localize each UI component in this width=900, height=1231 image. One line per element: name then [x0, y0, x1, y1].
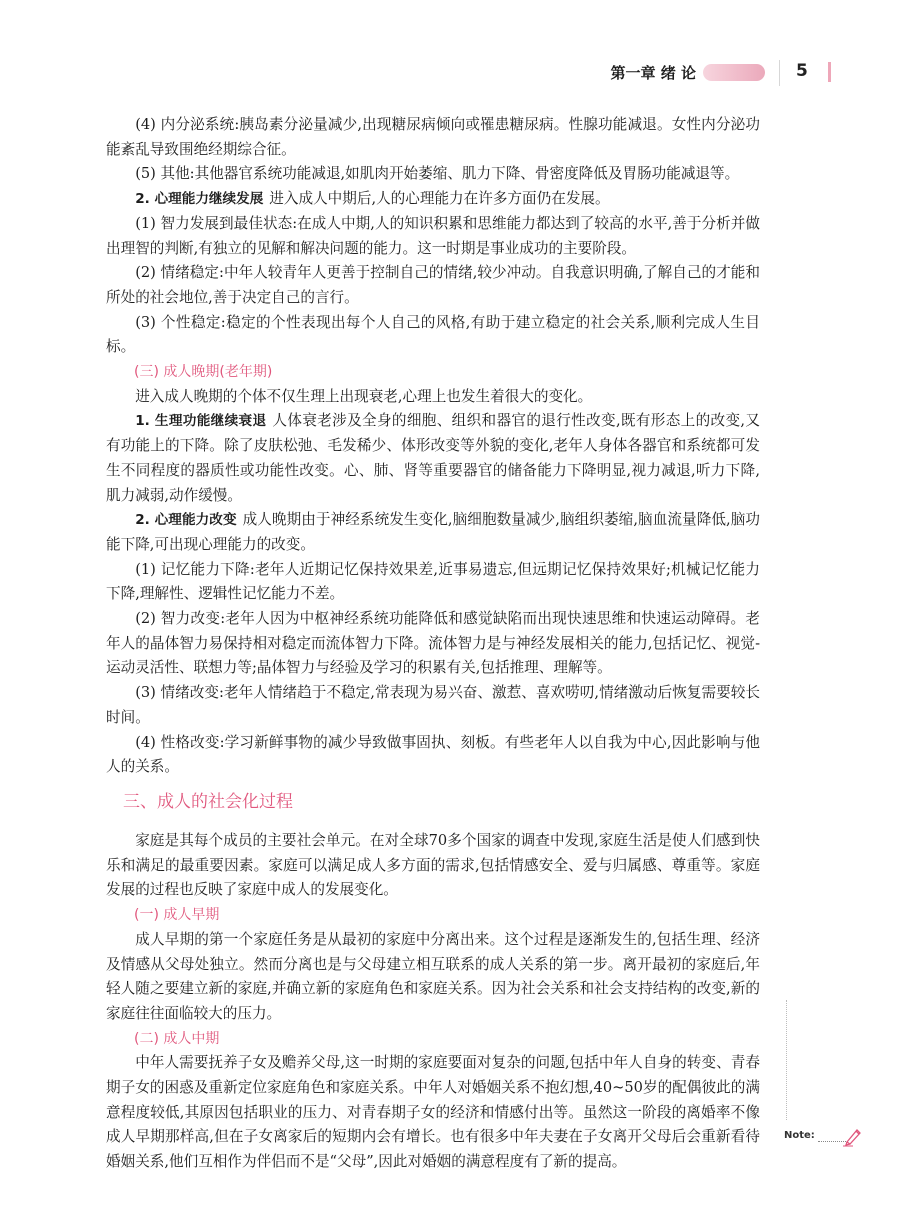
note-area — [782, 1125, 864, 1151]
paragraph-text: 成人晚期由于神经系统发生变化,脑细胞数量减少,脑组织萎缩,脑血流量降低,脑功能下降,可出现心理能力的改变。 — [106, 511, 760, 553]
bold-lead-heading: 2. 心理能力改变 — [135, 512, 237, 529]
paragraph: 进入成人晚期的个体不仅生理上出现衰老,心理上也发生着很大的变化。 — [135, 387, 593, 405]
margin-dotted-line — [786, 1000, 787, 1120]
header-decoration-bar — [703, 64, 765, 81]
header-edge-mark — [828, 62, 831, 82]
paragraph — [106, 508, 760, 557]
paragraph: (5) 其他:其他器官系统功能减退,如肌肉开始萎缩、肌力下降、骨密度降低及胃肠功能减退等。 — [135, 165, 740, 183]
header-divider — [779, 60, 780, 86]
paragraph: 家庭是其每个成员的主要社会单元。在对全球70多个国家的调查中发现,家庭生活是使人们感到快乐和满足的最重要因素。家庭可以满足成人多方面的需求,包括情感安全、爱与归属感、尊重等。家庭发展的过程也反映了家庭中成人的发展变化。 — [106, 831, 760, 899]
paragraph: (4) 性格改变:学习新鲜事物的减少导致做事固执、刻板。有些老年人以自我为中心,因此影响与他人的关系。 — [106, 733, 760, 776]
paragraph: (3) 情绪改变:老年人情绪趋于不稳定,常表现为易兴奋、激惹、喜欢唠叨,情绪激动后恢复需要较长时间。 — [106, 684, 760, 726]
page-body — [106, 113, 760, 1175]
paragraph: (4) 内分泌系统:胰岛素分泌量减少,出现糖尿病倾向或罹患糖尿病。性腺功能减退。女性内分泌功能紊乱导致围绝经期综合征。 — [106, 116, 760, 158]
bold-lead-heading: 1. 生理功能继续衰退 — [135, 413, 267, 430]
paragraph: 中年人需要抚养子女及赡养父母,这一时期的家庭要面对复杂的问题,包括中年人自身的转变、青春期子女的困惑及重新定位家庭角色和家庭关系。中年人对婚姻关系不抱幻想,40~50岁的配偶彼此的满意程度较低,其原因包括职业的压力、对青春期子女的经济和情感付出等。虽然这一阶段的离婚率不像成人早期那样高,但在子女离家后的短期内会有增长。也有很多中年夫妻在子女离开父母后会重新看待婚姻关系,他们互相作为伴侣而不是“父母”,因此对婚姻的满意程度有了新的提高。 — [106, 1054, 760, 1171]
paragraph: (1) 记忆能力下降:老年人近期记忆保持效果差,近事易遗忘,但远期记忆保持效果好;机械记忆能力下降,理解性、逻辑性记忆能力不差。 — [106, 560, 760, 603]
paragraph-text: 人体衰老涉及全身的细胞、组织和器官的退行性改变,既有形态上的改变,又有功能上的下降。除了皮肤松弛、毛发稀少、体形改变等外貌的变化,老年人身体各器官和系统都可发生不同程度的器质性或功能性改变。心、肺、肾等重要器官的储备能力下降明显,视力减退,听力下降,肌力减弱,动作缓慢。 — [106, 412, 761, 504]
page-header — [0, 58, 900, 88]
bold-lead-heading: 2. 心理能力继续发展 — [135, 191, 264, 208]
section-heading: 三、成人的社会化过程 — [123, 791, 293, 812]
paragraph: (2) 情绪稳定:中年人较青年人更善于控制自己的情绪,较少冲动。自我意识明确,了解自己的才能和所处的社会地位,善于决定自己的言行。 — [106, 264, 760, 306]
subsection-heading: (二) 成人中期 — [134, 1030, 220, 1047]
paragraph: 成人早期的第一个家庭任务是从最初的家庭中分离出来。这个过程是逐渐发生的,包括生理、经济及情感从父母处独立。然而分离也是与父母建立相互联系的成人关系的第一步。离开最初的家庭后,年轻人随之要建立新的家庭,并确立新的家庭角色和家庭关系。因为社会关系和社会支持结构的改变,新的家庭往往面临较大的压力。 — [106, 930, 760, 1022]
page-number: 5 — [796, 61, 808, 81]
paragraph — [106, 187, 760, 212]
note-label: Note: — [784, 1130, 815, 1141]
chapter-title: 第一章 绪 论 — [610, 64, 696, 82]
paragraph: (2) 智力改变:老年人因为中枢神经系统功能降低和感觉缺陷而出现快速思维和快速运动障碍。老年人的晶体智力易保持相对稳定而流体智力下降。流体智力是与神经发展相关的能力,包括记忆、视觉-运动灵活性、联想力等;晶体智力与经验及学习的积累有关,包括推理、理解等。 — [106, 610, 760, 677]
pencil-icon — [842, 1125, 864, 1147]
paragraph — [106, 409, 760, 508]
subsection-heading: (一) 成人早期 — [134, 907, 220, 924]
paragraph: (1) 智力发展到最佳状态:在成人中期,人的知识积累和思维能力都达到了较高的水平,善于分析并做出理智的判断,有独立的见解和解决问题的能力。这一时期是事业成功的主要阶段。 — [106, 214, 760, 257]
paragraph: (3) 个性稳定:稳定的个性表现出每个人自己的风格,有助于建立稳定的社会关系,顺利完成人生目标。 — [106, 313, 760, 356]
subsection-heading: (三) 成人晚期(老年期) — [134, 364, 273, 381]
paragraph-text: 进入成人中期后,人的心理能力在许多方面仍在发展。 — [269, 190, 610, 208]
